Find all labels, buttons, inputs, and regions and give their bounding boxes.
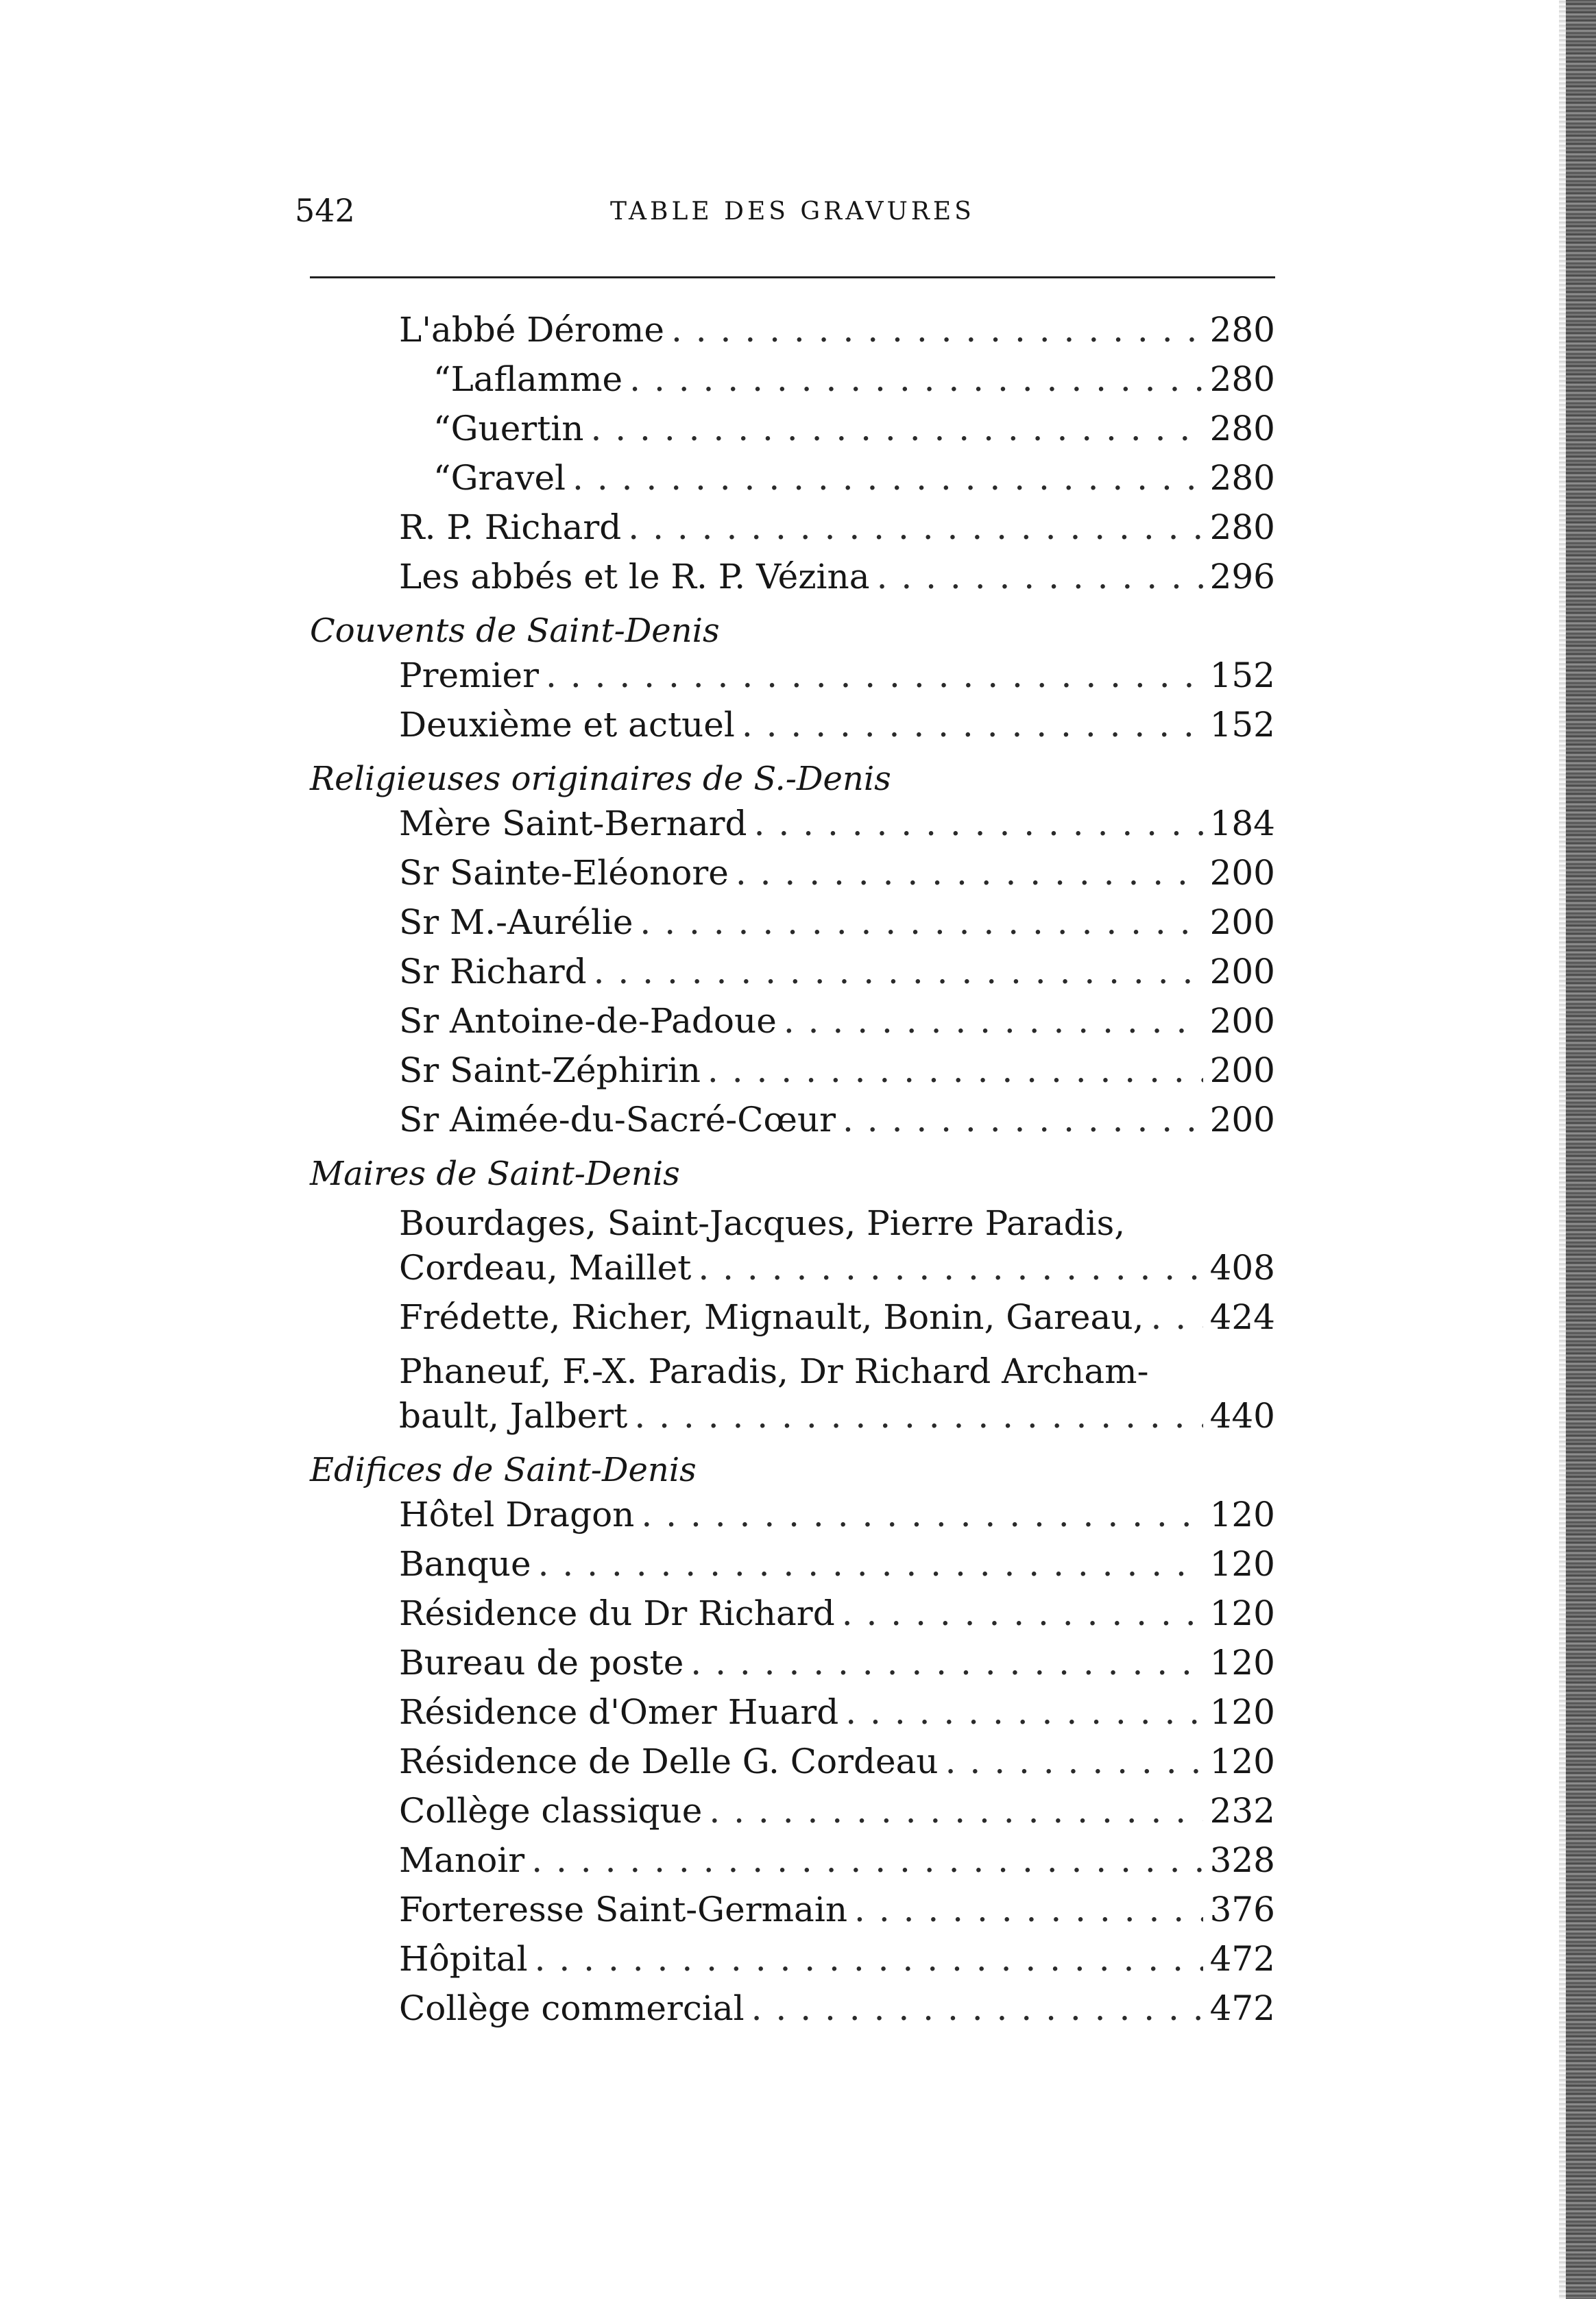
- entry-page: 296: [1209, 557, 1275, 597]
- entry-page: 280: [1209, 310, 1275, 350]
- entry-label: Banque: [399, 1544, 531, 1584]
- list-item: [310, 1791, 1275, 1840]
- list-item: [310, 1643, 1275, 1692]
- dot-leader: [546, 655, 1203, 695]
- entry-label: Sr Saint-Zéphirin: [399, 1050, 701, 1090]
- entry-label: Hôpital: [399, 1939, 528, 1979]
- entry-page: 232: [1209, 1791, 1275, 1831]
- dot-leader: [945, 1742, 1203, 1781]
- entry-label: Résidence de Delle G. Cordeau: [399, 1742, 939, 1781]
- list-item: [310, 1050, 1275, 1100]
- dot-leader: [538, 1544, 1203, 1584]
- dot-leader: [751, 1988, 1203, 2028]
- list-item: [310, 1890, 1275, 1939]
- entry-page: 120: [1209, 1742, 1275, 1781]
- ditto-mark: “: [433, 359, 451, 399]
- dot-leader: [709, 1791, 1202, 1831]
- entry-label: Collège classique: [399, 1791, 703, 1831]
- list-item: [310, 1742, 1275, 1791]
- page-header: [295, 192, 1275, 247]
- entry-label: Sr Richard: [399, 952, 587, 991]
- dot-leader: [698, 1248, 1202, 1288]
- entry-page: 200: [1209, 1100, 1275, 1140]
- entry-page: 200: [1209, 1050, 1275, 1090]
- dot-leader: [736, 853, 1203, 893]
- running-title: TABLE DES GRAVURES: [610, 197, 975, 226]
- dot-leader: [845, 1692, 1202, 1732]
- dot-leader: [842, 1593, 1203, 1633]
- entry-label: Mère Saint-Bernard: [399, 804, 747, 843]
- list-item: [310, 902, 1275, 952]
- entry-page: 120: [1209, 1495, 1275, 1534]
- entry-label: Frédette, Richer, Mignault, Bonin, Gareau,: [399, 1297, 1144, 1337]
- list-item: [310, 1001, 1275, 1050]
- entry-label: Les abbés et le R. P. Vézina: [399, 557, 870, 597]
- list-item: [310, 1100, 1275, 1149]
- dot-leader: [854, 1890, 1203, 1929]
- list-item: [310, 310, 1275, 359]
- dot-leader: [877, 557, 1203, 597]
- list-item: [310, 1297, 1275, 1347]
- entry-page: 200: [1209, 902, 1275, 942]
- list-item: [310, 1495, 1275, 1544]
- dot-leader: [708, 1050, 1203, 1090]
- dot-leader: [843, 1100, 1203, 1140]
- entry-label: R. P. Richard: [399, 507, 622, 547]
- dot-leader: [629, 359, 1202, 399]
- entry-page: 280: [1209, 409, 1275, 448]
- entry-label: Laflamme: [450, 359, 623, 399]
- entry-page: 424: [1209, 1297, 1275, 1337]
- entry-page: 472: [1209, 1939, 1275, 1979]
- entry-page: 200: [1209, 1001, 1275, 1041]
- table-of-engravings: [310, 310, 1275, 2038]
- dot-leader: [572, 458, 1203, 498]
- entry-label: Deuxième et actuel: [399, 705, 735, 745]
- scanned-page-edge: [1566, 0, 1596, 2299]
- entry-label: Collège commercial: [399, 1988, 745, 2028]
- dot-leader: [1150, 1297, 1202, 1337]
- list-item: [310, 705, 1275, 754]
- ditto-mark: “: [433, 458, 451, 498]
- list-item: [310, 557, 1275, 606]
- dot-leader: [754, 804, 1203, 843]
- dot-leader: [640, 902, 1202, 942]
- list-item: [310, 1593, 1275, 1643]
- dot-leader: [784, 1001, 1203, 1041]
- list-item: [310, 1544, 1275, 1593]
- list-item: [310, 804, 1275, 853]
- entry-label: Gravel: [450, 458, 566, 498]
- dot-leader: [641, 1495, 1202, 1534]
- list-item: [310, 952, 1275, 1001]
- section-heading: Couvents de Saint-Denis: [310, 612, 720, 650]
- dot-leader: [535, 1939, 1203, 1979]
- dot-leader: [690, 1643, 1202, 1683]
- entry-label: Sr Aimée-du-Sacré-Cœur: [399, 1100, 836, 1140]
- list-item: [310, 409, 1275, 458]
- page-number: 542: [295, 192, 355, 229]
- list-item: [310, 359, 1275, 409]
- dot-leader: [671, 310, 1203, 350]
- entry-page: 120: [1209, 1692, 1275, 1732]
- dot-leader: [634, 1396, 1202, 1436]
- entry-page: 200: [1209, 952, 1275, 991]
- entry-page: 152: [1209, 705, 1275, 745]
- entry-label: Guertin: [450, 409, 584, 448]
- list-item: [310, 1988, 1275, 2038]
- entry-label: Bureau de poste: [399, 1643, 684, 1683]
- list-item: [310, 1840, 1275, 1890]
- entry-label: Sr Antoine-de-Padoue: [399, 1001, 777, 1041]
- entry-label: Sr M.-Aurélie: [399, 902, 633, 942]
- list-item: [310, 853, 1275, 902]
- entry-label: Résidence d'Omer Huard: [399, 1692, 839, 1732]
- entry-page: 328: [1209, 1840, 1275, 1880]
- entry-label: Sr Sainte-Eléonore: [399, 853, 729, 893]
- list-item: [310, 458, 1275, 507]
- list-item: [310, 1939, 1275, 1988]
- entry-page: 376: [1209, 1890, 1275, 1929]
- entry-label: Premier: [399, 655, 540, 695]
- dot-leader: [628, 507, 1202, 547]
- dot-leader: [590, 409, 1202, 448]
- entry-label: Résidence du Dr Richard: [399, 1593, 835, 1633]
- entry-label: Manoir: [399, 1840, 525, 1880]
- entry-page: 408: [1209, 1248, 1275, 1288]
- entry-continued-text: Phaneuf, F.-X. Paradis, Dr Richard Archam-: [399, 1351, 1149, 1391]
- header-rule: [310, 276, 1275, 278]
- entry-label: Forteresse Saint-Germain: [399, 1890, 848, 1929]
- entry-page: 200: [1209, 853, 1275, 893]
- entry-page: 120: [1209, 1544, 1275, 1584]
- entry-label: Hôtel Dragon: [399, 1495, 635, 1534]
- dot-leader: [742, 705, 1203, 745]
- entry-page: 440: [1209, 1396, 1275, 1436]
- list-item: [310, 1248, 1275, 1297]
- entry-page: 120: [1209, 1643, 1275, 1683]
- entry-page: 120: [1209, 1593, 1275, 1633]
- entry-label: bault, Jalbert: [399, 1396, 628, 1436]
- entry-continued-text: Bourdages, Saint-Jacques, Pierre Paradis,: [399, 1203, 1126, 1243]
- list-item: [310, 1396, 1275, 1445]
- entry-page: 280: [1209, 359, 1275, 399]
- entry-page: 472: [1209, 1988, 1275, 2028]
- list-item: [310, 1692, 1275, 1742]
- section-heading: Edifices de Saint-Denis: [310, 1451, 697, 1489]
- entry-label: Cordeau, Maillet: [399, 1248, 692, 1288]
- dot-leader: [531, 1840, 1202, 1880]
- entry-label: L'abbé Dérome: [399, 310, 664, 350]
- entry-page: 152: [1209, 655, 1275, 695]
- section-heading: Maires de Saint-Denis: [310, 1155, 680, 1193]
- entry-page: 184: [1209, 804, 1275, 843]
- dot-leader: [594, 952, 1203, 991]
- list-item: [310, 655, 1275, 705]
- entry-page: 280: [1209, 458, 1275, 498]
- ditto-mark: “: [433, 409, 451, 448]
- list-item: [310, 507, 1275, 557]
- entry-page: 280: [1209, 507, 1275, 547]
- section-heading: Religieuses originaires de S.-Denis: [310, 760, 891, 798]
